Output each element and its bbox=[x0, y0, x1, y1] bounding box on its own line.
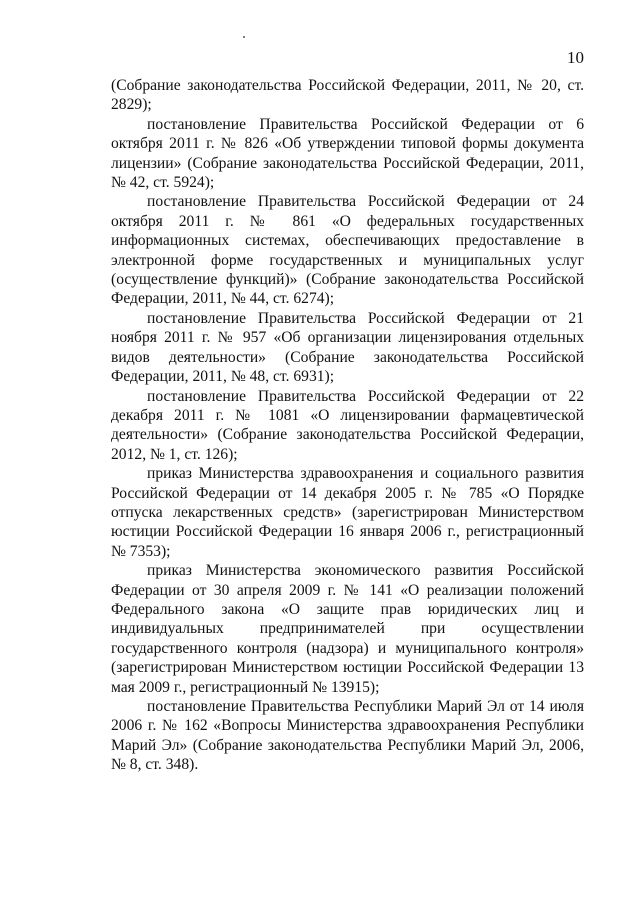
paragraph-order-141: приказ Министерства экономического развития Российской Федерации от 30 апреля 2009 г. № 141 «О реализации положений Федерального закона «О защите прав юридических лиц и индивидуальных предпринимателей при осуществлении государственного контроля (надзора) и муниципального контроля» (зарегистрирован Министерством юстиции Российской Федерации 13 мая 2009 г., регистрационный № 13915); bbox=[111, 562, 584, 696]
paragraph-order-785: приказ Министерства здравоохранения и социального развития Российской Федерации от 14 декабря 2005 г. № 785 «О Порядке отпуска лекарственных средств» (зарегистрирован Министерством юстиции Российской Федерации 16 января 2006 г., регистрационный № 7353); bbox=[111, 465, 584, 560]
document-body bbox=[111, 76, 584, 775]
paragraph-decree-861: постановление Правительства Российской Федерации от 24 октября 2011 г. № 861 «О федеральных государственных информационных системах, обеспечивающих предоставление в электронной форме государственных и муниципальных услуг (осуществление функций)» (Собрание законодательства Российской Федерации, 2011, № 44, ст. 6274); bbox=[111, 193, 584, 308]
paragraph-decree-957: постановление Правительства Российской Федерации от 21 ноября 2011 г. № 957 «Об организации лицензирования отдельных видов деятельности» (Собрание законодательства Российской Федерации, 2011, № 48, ст. 6931); bbox=[111, 309, 584, 386]
paragraph-continuation: (Собрание законодательства Российской Федерации, 2011, № 20, ст. 2829); bbox=[111, 77, 584, 114]
page-number: 10 bbox=[567, 48, 584, 67]
paragraph-decree-826: постановление Правительства Российской Федерации от 6 октября 2011 г. № 826 «Об утверждении типовой формы документа лицензии» (Собрание законодательства Российской Федерации, 2011, № 42, ст. 5924); bbox=[111, 115, 584, 192]
paragraph-decree-162: постановление Правительства Республики Марий Эл от 14 июля 2006 г. № 162 «Вопросы Министерства здравоохранения Республики Марий Эл» (Собрание законодательства Республики Марий Эл, 2006, № 8, ст. 348). bbox=[111, 698, 584, 774]
scan-speck bbox=[243, 36, 245, 38]
paragraph-decree-1081: постановление Правительства Российской Федерации от 22 декабря 2011 г. № 1081 «О лицензировании фармацевтической деятельности» (Собрание законодательства Российской Федерации, 2012, № 1, ст. 126); bbox=[111, 387, 584, 463]
